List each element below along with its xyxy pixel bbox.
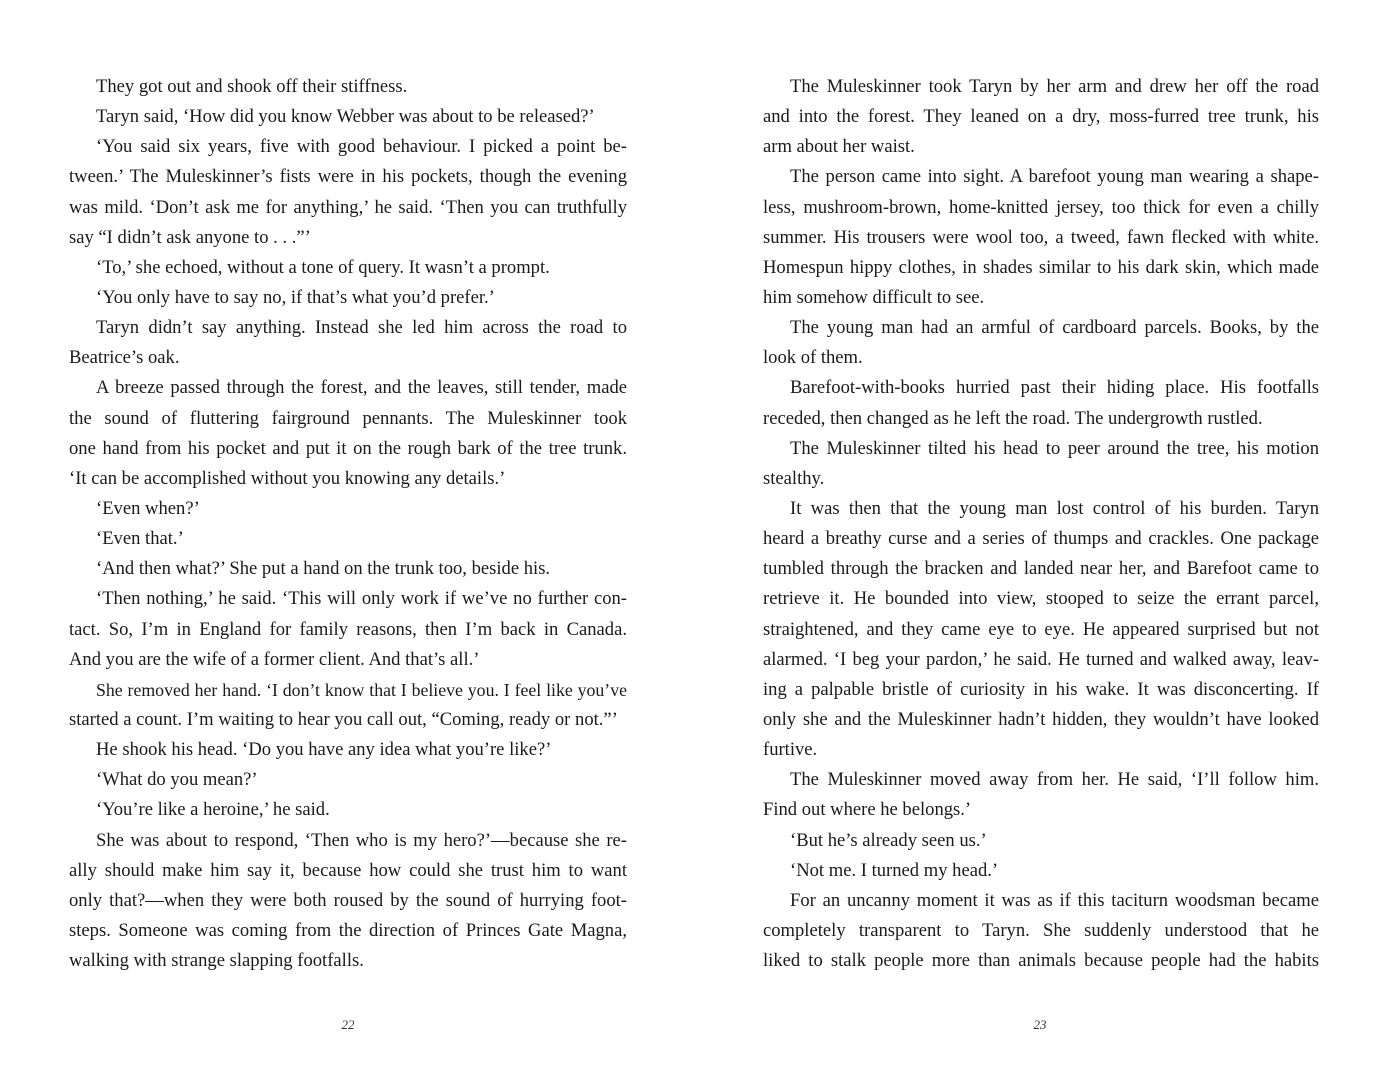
text-line: She removed her hand. ‘I don’t know that I believe you. I feel like you’ve — [96, 679, 627, 700]
text-line: walking with strange slapping footfalls. — [69, 950, 364, 972]
text-line: ‘Even that.’ — [96, 528, 184, 550]
text-line: heard a breathy curse and a series of thumps and crackles. One package — [763, 528, 1319, 550]
text-line: only she and the Muleskinner hadn’t hidden, they wouldn’t have looked — [763, 708, 1319, 730]
text-line: The Muleskinner tilted his head to peer around the tree, his motion — [790, 437, 1319, 459]
text-line: ‘You’re like a heroine,’ he said. — [96, 799, 330, 821]
text-line: It was then that the young man lost control of his burden. Taryn — [790, 497, 1319, 519]
text-line: the sound of fluttering fairground pennants. The Muleskinner took — [69, 407, 627, 429]
page-number: 22 — [341, 1017, 355, 1032]
text-line: completely transparent to Taryn. She suddenly understood that he — [763, 919, 1319, 941]
text-line: Homespun hippy clothes, in shades similar to his dark skin, which made — [763, 256, 1319, 278]
text-line: ‘But he’s already seen us.’ — [790, 829, 987, 851]
text-line: furtive. — [763, 739, 818, 761]
right-page — [696, 0, 1392, 1080]
text-line: A breeze passed through the forest, and the leaves, still tender, made — [96, 377, 627, 399]
text-line: look of them. — [763, 347, 863, 369]
text-line: ‘What do you mean?’ — [96, 769, 258, 791]
text-line: For an uncanny moment it was as if this taciturn woodsman became — [790, 889, 1319, 911]
text-line: less, mushroom-brown, home-knitted jersey, too thick for even a chilly — [763, 196, 1319, 218]
text-line: ‘Even when?’ — [96, 497, 200, 519]
page-number: 23 — [1033, 1017, 1047, 1032]
text-line: arm about her waist. — [763, 136, 915, 158]
text-line: started a count. I’m waiting to hear you call out, “Coming, ready or not.”’ — [69, 708, 618, 730]
text-line: He shook his head. ‘Do you have any idea what you’re like?’ — [96, 739, 552, 761]
text-line: The young man had an armful of cardboard parcels. Books, by the — [790, 317, 1319, 339]
text-line: ‘You only have to say no, if that’s what you’d prefer.’ — [96, 286, 495, 308]
text-line: alarmed. ‘I beg your pardon,’ he said. He turned and walked away, leav- — [763, 648, 1319, 670]
text-line: ‘You said six years, five with good behaviour. I picked a point be- — [96, 136, 627, 158]
text-line: summer. His trousers were wool too, a tweed, fawn flecked with white. — [763, 226, 1319, 248]
text-line: receded, then changed as he left the road. The undergrowth rustled. — [763, 407, 1263, 429]
text-line: Taryn said, ‘How did you know Webber was about to be released?’ — [96, 106, 595, 128]
text-line: straightened, and they came eye to eye. He appeared surprised but not — [763, 618, 1319, 640]
text-line: Taryn didn’t say anything. Instead she led him across the road to — [96, 317, 627, 339]
left-page-text — [69, 72, 627, 976]
right-page-text — [763, 72, 1319, 976]
text-line: Find out where he belongs.’ — [763, 799, 972, 821]
text-line: say “I didn’t ask anyone to . . .”’ — [69, 226, 311, 248]
text-line: ally should make him say it, because how could she trust him to want — [69, 859, 627, 881]
text-line: tumbled through the bracken and landed near her, and Barefoot came to — [763, 558, 1319, 580]
text-line: stealthy. — [763, 467, 825, 489]
text-line: The Muleskinner took Taryn by her arm and drew her off the road — [790, 76, 1319, 97]
text-line: ‘Then nothing,’ he said. ‘This will only work if we’ve no further con- — [96, 588, 627, 610]
text-line: ‘To,’ she echoed, without a tone of query. It wasn’t a prompt. — [96, 256, 550, 278]
text-line: The person came into sight. A barefoot young man wearing a shape- — [790, 166, 1319, 188]
text-line: The Muleskinner moved away from her. He said, ‘I’ll follow him. — [790, 769, 1319, 791]
text-line: They got out and shook off their stiffness. — [96, 76, 408, 97]
text-line: tween.’ The Muleskinner’s fists were in his pockets, though the evening — [69, 166, 627, 188]
text-line: one hand from his pocket and put it on the rough bark of the tree trunk. — [69, 437, 627, 459]
text-line: him somehow difficult to see. — [763, 286, 985, 308]
text-line: steps. Someone was coming from the direction of Princes Gate Magna, — [69, 919, 627, 941]
text-line: only that?—when they were both roused by the sound of hurrying foot- — [69, 889, 627, 911]
text-line: and into the forest. They leaned on a dry, moss-furred tree trunk, his — [763, 106, 1319, 128]
text-line: ‘It can be accomplished without you knowing any details.’ — [69, 467, 506, 489]
text-line: Barefoot-with-books hurried past their hiding place. His footfalls — [790, 377, 1319, 399]
text-line: ‘And then what?’ She put a hand on the trunk too, beside his. — [96, 558, 551, 580]
text-line: She was about to respond, ‘Then who is my hero?’—because she re- — [96, 829, 627, 851]
text-line: And you are the wife of a former client. And that’s all.’ — [69, 648, 480, 670]
text-line: ‘Not me. I turned my head.’ — [790, 859, 999, 881]
text-line: was mild. ‘Don’t ask me for anything,’ he said. ‘Then you can truthfully — [69, 196, 627, 218]
text-line: tact. So, I’m in England for family reasons, then I’m back in Canada. — [69, 618, 627, 640]
text-line: Beatrice’s oak. — [69, 347, 180, 369]
text-line: liked to stalk people more than animals because people had the habits — [763, 950, 1319, 972]
text-line: ing a palpable bristle of curiosity in his wake. It was disconcerting. If — [763, 678, 1319, 700]
text-line: retrieve it. He bounded into view, stooped to seize the errant parcel, — [763, 588, 1319, 610]
